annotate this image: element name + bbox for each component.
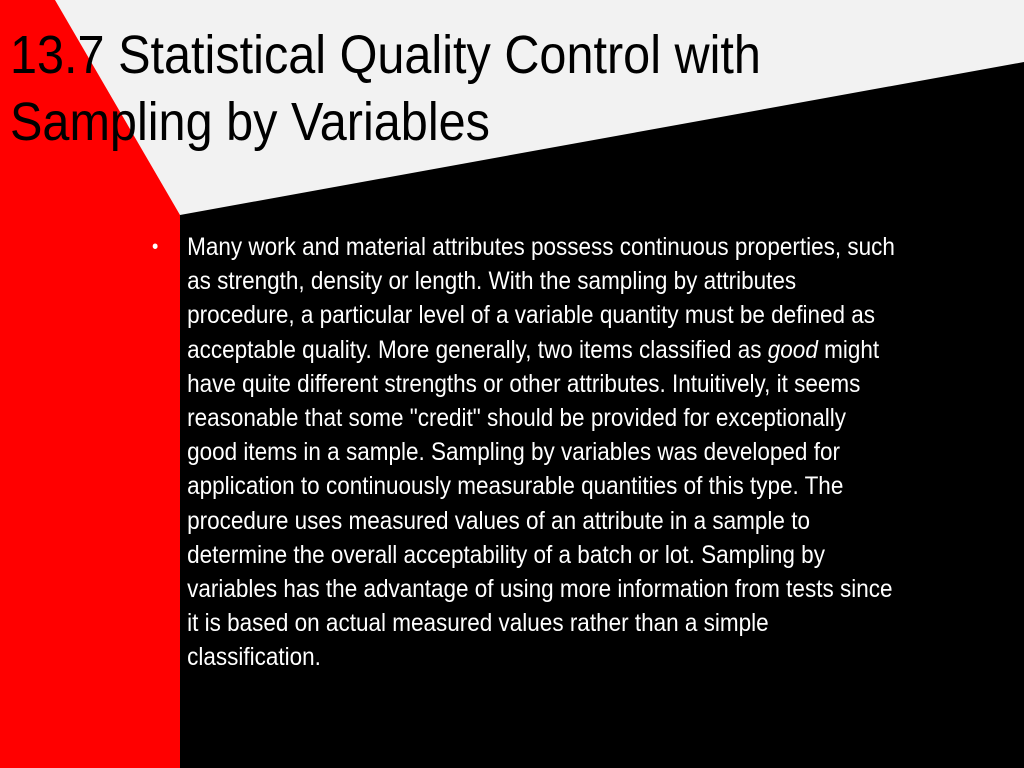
bullet-item bbox=[152, 230, 899, 675]
slide-title-line-1: 13.7 Statistical Quality Control with bbox=[10, 25, 761, 85]
body-text-part-2: might have quite different strengths or other attributes. Intuitively, it seems reasonable that some "credit" should be provided for exceptionally good items in a sample. Sampling by variables was developed for application to continuously measurable quantities of this type. The procedure uses measured values of an attribute in a sample to determine the overall acceptability of a batch or lot. Sampling by variables has the advantage of using more information from tests since it is based on actual measured values rather than a simple classification. bbox=[187, 335, 893, 672]
slide-content bbox=[152, 230, 982, 675]
slide-title bbox=[10, 22, 910, 156]
body-text-emphasis: good bbox=[767, 335, 818, 364]
body-text-part-1: Many work and material attributes possess continuous properties, such as strength, density or length. With the sampling by attributes procedure, a particular level of a variable quantity must be defined as acceptable quality. More generally, two items classified as bbox=[187, 233, 895, 364]
bullet-icon: • bbox=[152, 236, 159, 258]
slide-title-line-2: Sampling by Variables bbox=[10, 92, 490, 152]
